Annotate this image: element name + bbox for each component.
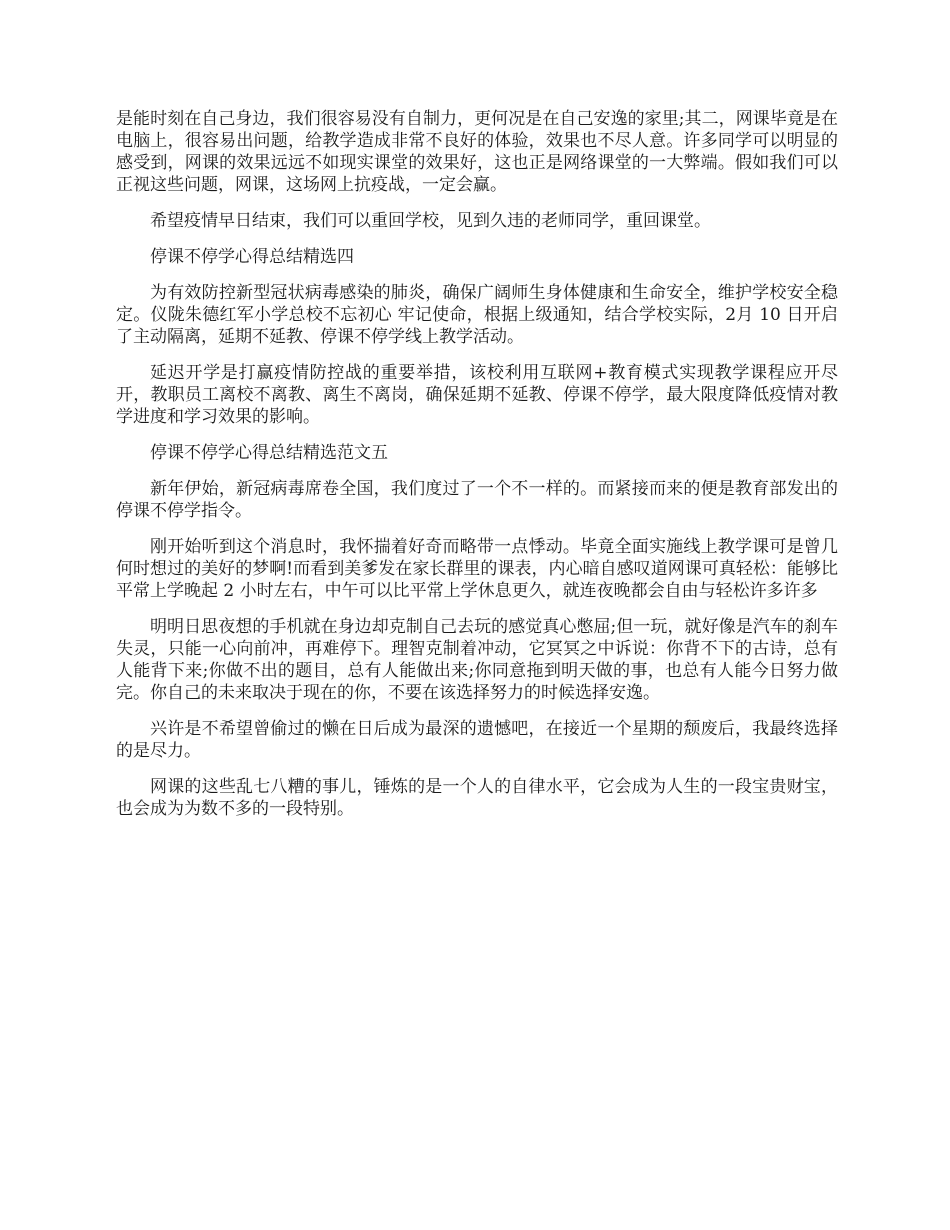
paragraph: 延迟开学是打赢疫情防控战的重要举措，该校利用互联网+教育模式实现教学课程应开尽开，教职员工离校不离教、离生不离岗，确保延期不延教、停课不停学，最大限度降低疫情对教学进度和学习效果的影响。	[116, 363, 838, 427]
paragraph: 是能时刻在自己身边，我们很容易没有自制力，更何况是在自己安逸的家里;其二，网课毕竟是在电脑上，很容易出问题，给教学造成非常不良好的体验，效果也不尽人意。许多同学可以明显的感受到，网课的效果远远不如现实课堂的效果好，这也正是网络课堂的一大弊端。假如我们可以正视这些问题，网课，这场网上抗疫战，一定会赢。	[116, 109, 838, 195]
paragraph: 希望疫情早日结束，我们可以重回学校，见到久违的老师同学，重回课堂。	[150, 211, 711, 231]
paragraph: 为有效防控新型冠状病毒感染的肺炎，确保广阔师生身体健康和生命安全，维护学校安全稳定。仪陇朱德红军小学总校不忘初心 牢记使命，根据上级通知，结合学校实际，2月 10 日开启了主动隔离，延期不延教、停课不停学线上教学活动。	[116, 283, 838, 347]
document-body	[116, 108, 838, 834]
paragraph: 刚开始听到这个消息时，我怀揣着好奇而略带一点悸动。毕竟全面实施线上教学课可是曾几何时想过的美好的梦啊!而看到美爹发在家长群里的课表，内心暗自感叹道网课可真轻松：能够比平常上学晚起 2 小时左右，中午可以比平常上学休息更久，就连夜晚都会自由与轻松许多许多	[116, 537, 838, 601]
section-heading: 停课不停学心得总结精选四	[150, 247, 354, 267]
paragraph: 网课的这些乱七八糟的事儿，锤炼的是一个人的自律水平，它会成为人生的一段宝贵财宝，也会成为为数不多的一段特别。	[116, 777, 838, 819]
section-heading: 停课不停学心得总结精选范文五	[150, 443, 388, 463]
paragraph: 新年伊始，新冠病毒席卷全国，我们度过了一个不一样的。而紧接而来的便是教育部发出的停课不停学指令。	[116, 479, 838, 521]
paragraph: 兴许是不希望曾偷过的懒在日后成为最深的遗憾吧，在接近一个星期的颓废后，我最终选择的是尽力。	[116, 719, 838, 761]
paragraph: 明明日思夜想的手机就在身边却克制自己去玩的感觉真心憋屈;但一玩，就好像是汽车的刹车失灵，只能一心向前冲，再难停下。理智克制着冲动，它冥冥之中诉说：你背不下的古诗，总有人能背下来;你做不出的题目，总有人能做出来;你同意拖到明天做的事，也总有人能今日努力做完。你自己的未来取决于现在的你，不要在该选择努力的时候选择安逸。	[116, 617, 838, 703]
